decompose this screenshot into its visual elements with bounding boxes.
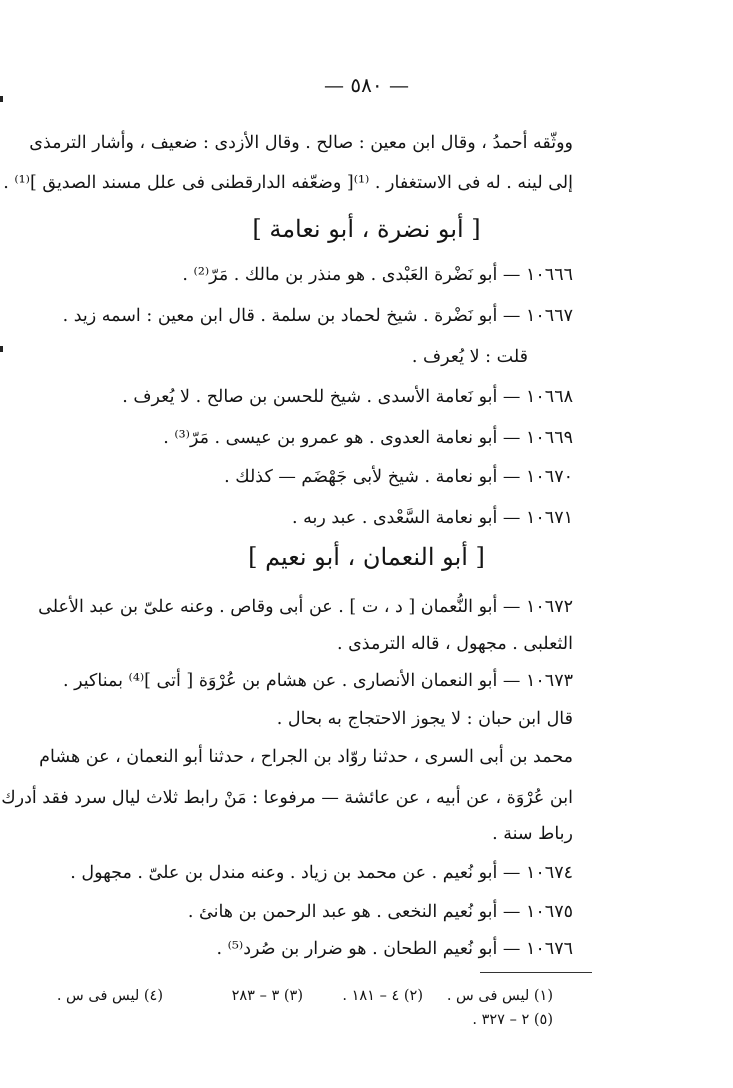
footnote: (٢) ٤ – ١٨١ . bbox=[342, 988, 423, 1004]
entry-line: ١٠٦٧٤ — أبو نُعيم . عن محمد بن زياد . وعنه مندل بن علىّ . مجهول . bbox=[70, 863, 573, 883]
entry-line: ابن عُرْوَة ، عن أبيه ، عن عائشة — مرفوعا : مَنْ رابط ثلاث ليال سرد فقد أدرك bbox=[1, 788, 573, 808]
entry-line: ١٠٦٧٥ — أبو نُعيم النخعى . هو عبد الرحمن بن هانئ . bbox=[187, 902, 573, 922]
scan-edge-mark bbox=[0, 346, 3, 352]
entry-line: ١٠٦٧٣ — أبو النعمان الأنصارى . عن هشام بن عُرْوَة [ أتى ]⁽⁴⁾ بمناكير . bbox=[62, 671, 573, 691]
entry-line: ١٠٦٦٨ — أبو نَعامة الأسدى . شيخ للحسن بن صالح . لا يُعرف . bbox=[122, 387, 573, 407]
footnote-rule bbox=[480, 972, 592, 973]
entry-line: ١٠٦٧٦ — أبو نُعيم الطحان . هو ضرار بن صُرد⁽⁵⁾ . bbox=[216, 939, 573, 959]
entry-line: ١٠٦٦٦ — أبو نَضْرة العَبْدى . هو منذر بن مالك . مَرّ⁽²⁾ . bbox=[182, 265, 573, 285]
entry-line: ١٠٦٧١ — أبو نعامة السَّعْدى . عبد ربه . bbox=[291, 508, 573, 528]
entry-line: قلت : لا يُعرف . bbox=[411, 347, 528, 367]
entry-line: ١٠٦٧٠ — أبو نعامة . شيخ لأبى جَهْضَم — كذلك . bbox=[224, 467, 573, 487]
entry-line: رباط سنة . bbox=[492, 824, 573, 844]
entry-line: الثعلبى . مجهول ، قاله الترمذى . bbox=[336, 634, 573, 654]
text-line: ووثّقه أحمدُ ، وقال ابن معين : صالح . وقال الأزدى : ضعيف ، وأشار الترمذى bbox=[29, 133, 573, 153]
footnote: (٥) ٢ – ٣٢٧ . bbox=[472, 1012, 553, 1028]
page-number: — ٥٨٠ — bbox=[324, 73, 409, 97]
entry-line: قال ابن حبان : لا يجوز الاحتجاج به بحال . bbox=[276, 709, 573, 729]
footnote: (١) ليس فى س . bbox=[446, 988, 553, 1004]
section-heading: [ أبو النعمان ، أبو نعيم ] bbox=[248, 543, 485, 571]
text-line: إلى لينه . له فى الاستغفار . ⁽¹⁾[ وضعّفه الدارقطنى فى علل مسند الصديق ]⁽¹⁾ . bbox=[3, 173, 573, 193]
footnote: (٤) ليس فى س . bbox=[56, 988, 163, 1004]
section-heading: [ أبو نضرة ، أبو نعامة ] bbox=[252, 215, 481, 243]
entry-line: ١٠٦٦٧ — أبو نَضْرة . شيخ لحماد بن سلمة . قال ابن معين : اسمه زيد . bbox=[62, 306, 573, 326]
entry-line: ١٠٦٧٢ — أبو النُّعمان [ د ، ت ] . عن أبى وقاص . وعنه علىّ بن عبد الأعلى bbox=[38, 597, 573, 617]
footnote: (٣) ٣ – ٢٨٣ bbox=[231, 988, 303, 1004]
entry-line: محمد بن أبى السرى ، حدثنا روّاد بن الجراح ، حدثنا أبو النعمان ، عن هشام bbox=[39, 747, 573, 767]
entry-line: ١٠٦٦٩ — أبو نعامة العدوى . هو عمرو بن عيسى . مَرّ⁽³⁾ . bbox=[163, 428, 573, 448]
